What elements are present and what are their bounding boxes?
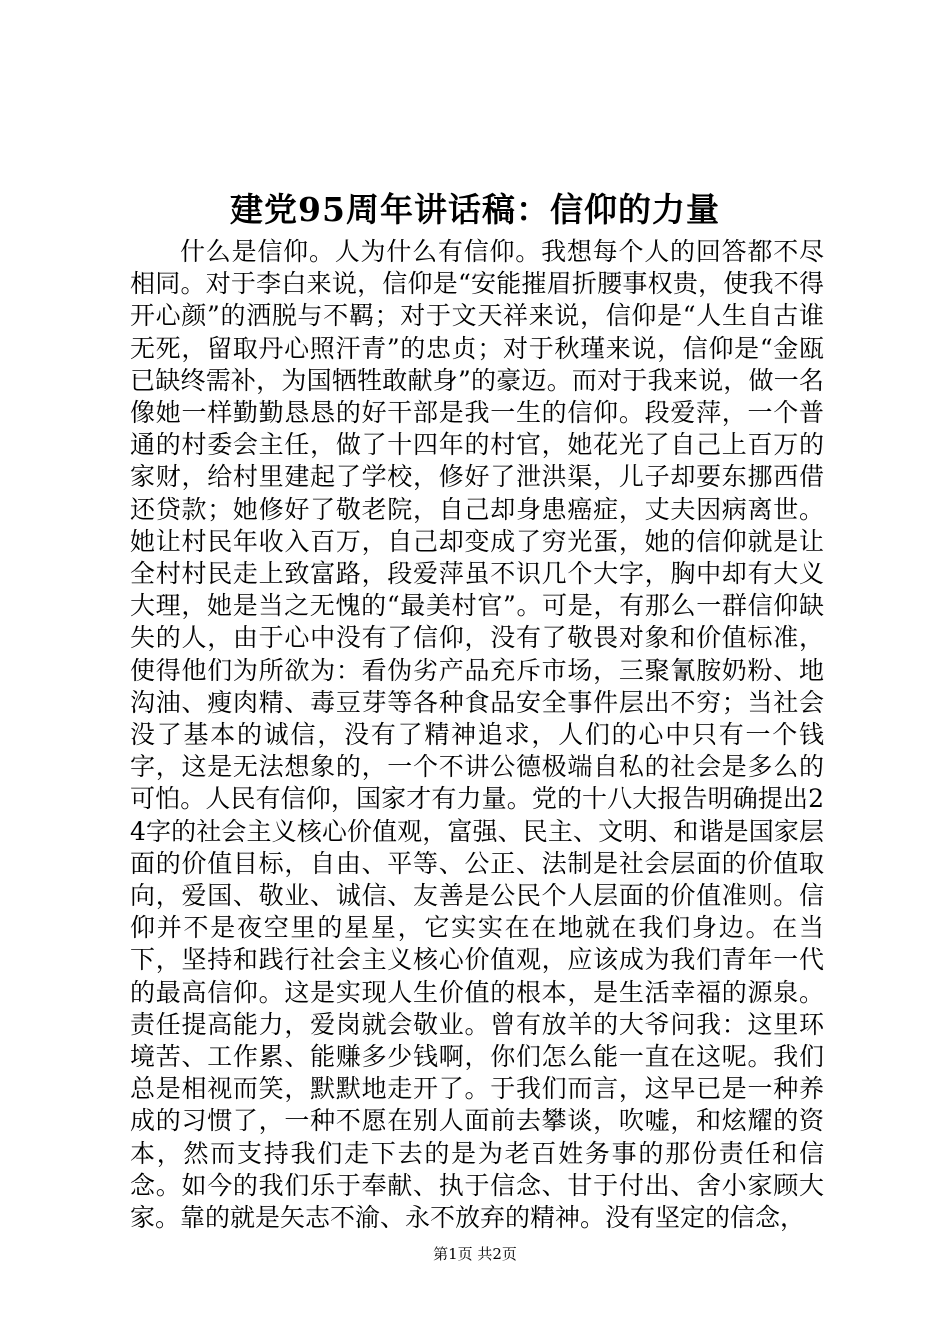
page-footer: 第1页 共2页 (433, 1245, 517, 1263)
page-title: 建党95周年讲话稿：信仰的力量 (230, 190, 720, 229)
body-paragraph: 什么是信仰。人为什么有信仰。我想每个人的回答都不尽相同。对于李白来说，信仰是“安能摧眉折腰事权贵，使我不得开心颜”的洒脱与不羁；对于文天祥来说，信仰是“人生自古谁无死，留取丹心照汗青”的忠贞；对于秋瑾来说，信仰是“金瓯已缺终需补，为国牺牲敢献身”的豪迈。而对于我来说，做一名像她一样勤勤恳恳的好干部是我一生的信仰。段爱萍，一个普通的村委会主任，做了十四年的村官，她花光了自己上百万的家财，给村里建起了学校，修好了泄洪渠，儿子却要东挪西借还贷款；她修好了敬老院，自己却身患癌症，丈夫因病离世。她让村民年收入百万，自己却变成了穷光蛋，她的信仰就是让全村村民走上致富路，段爱萍虽不识几个大字，胸中却有大义大理，她是当之无愧的“最美村官”。可是，有那么一群信仰缺失的人，由于心中没有了信仰，没有了敬畏对象和价值标准，使得他们为所欲为：看伪劣产品充斥市场，三聚氰胺奶粉、地沟油、瘦肉精、毒豆芽等各种食品安全事件层出不穷；当社会没了基本的诚信，没有了精神追求，人们的心中只有一个钱字，这是无法想象的，一个不讲公德极端自私的社会是多么的可怕。人民有信仰，国家才有力量。党的十八大报告明确提出24字的社会主义核心价值观，富强、民主、文明、和谐是国家层面的价值目标，自由、平等、公正、法制是社会层面的价值取向，爱国、敬业、诚信、友善是公民个人层面的价值准则。信仰并不是夜空里的星星，它实实在在地就在我们身边。在当下，坚持和践行社会主义核心价值观，应该成为我们青年一代的最高信仰。这是实现人生价值的根本，是生活幸福的源泉。责任提高能力，爱岗就会敬业。曾有放羊的大爷问我：这里环境苦、工作累、能赚多少钱啊，你们怎么能一直在这呢。我们总是相视而笑，默默地走开了。于我们而言，这早已是一种养成的习惯了，一种不愿在别人面前去攀谈，吹嘘，和炫耀的资本，然而支持我们走下去的是为老百姓务事的那份责任和信念。如今的我们乐于奉献、执于信念、甘于付出、舍小家顾大家。靠的就是矢志不渝、永不放弃的精神。没有坚定的信念， (130, 237, 824, 1233)
